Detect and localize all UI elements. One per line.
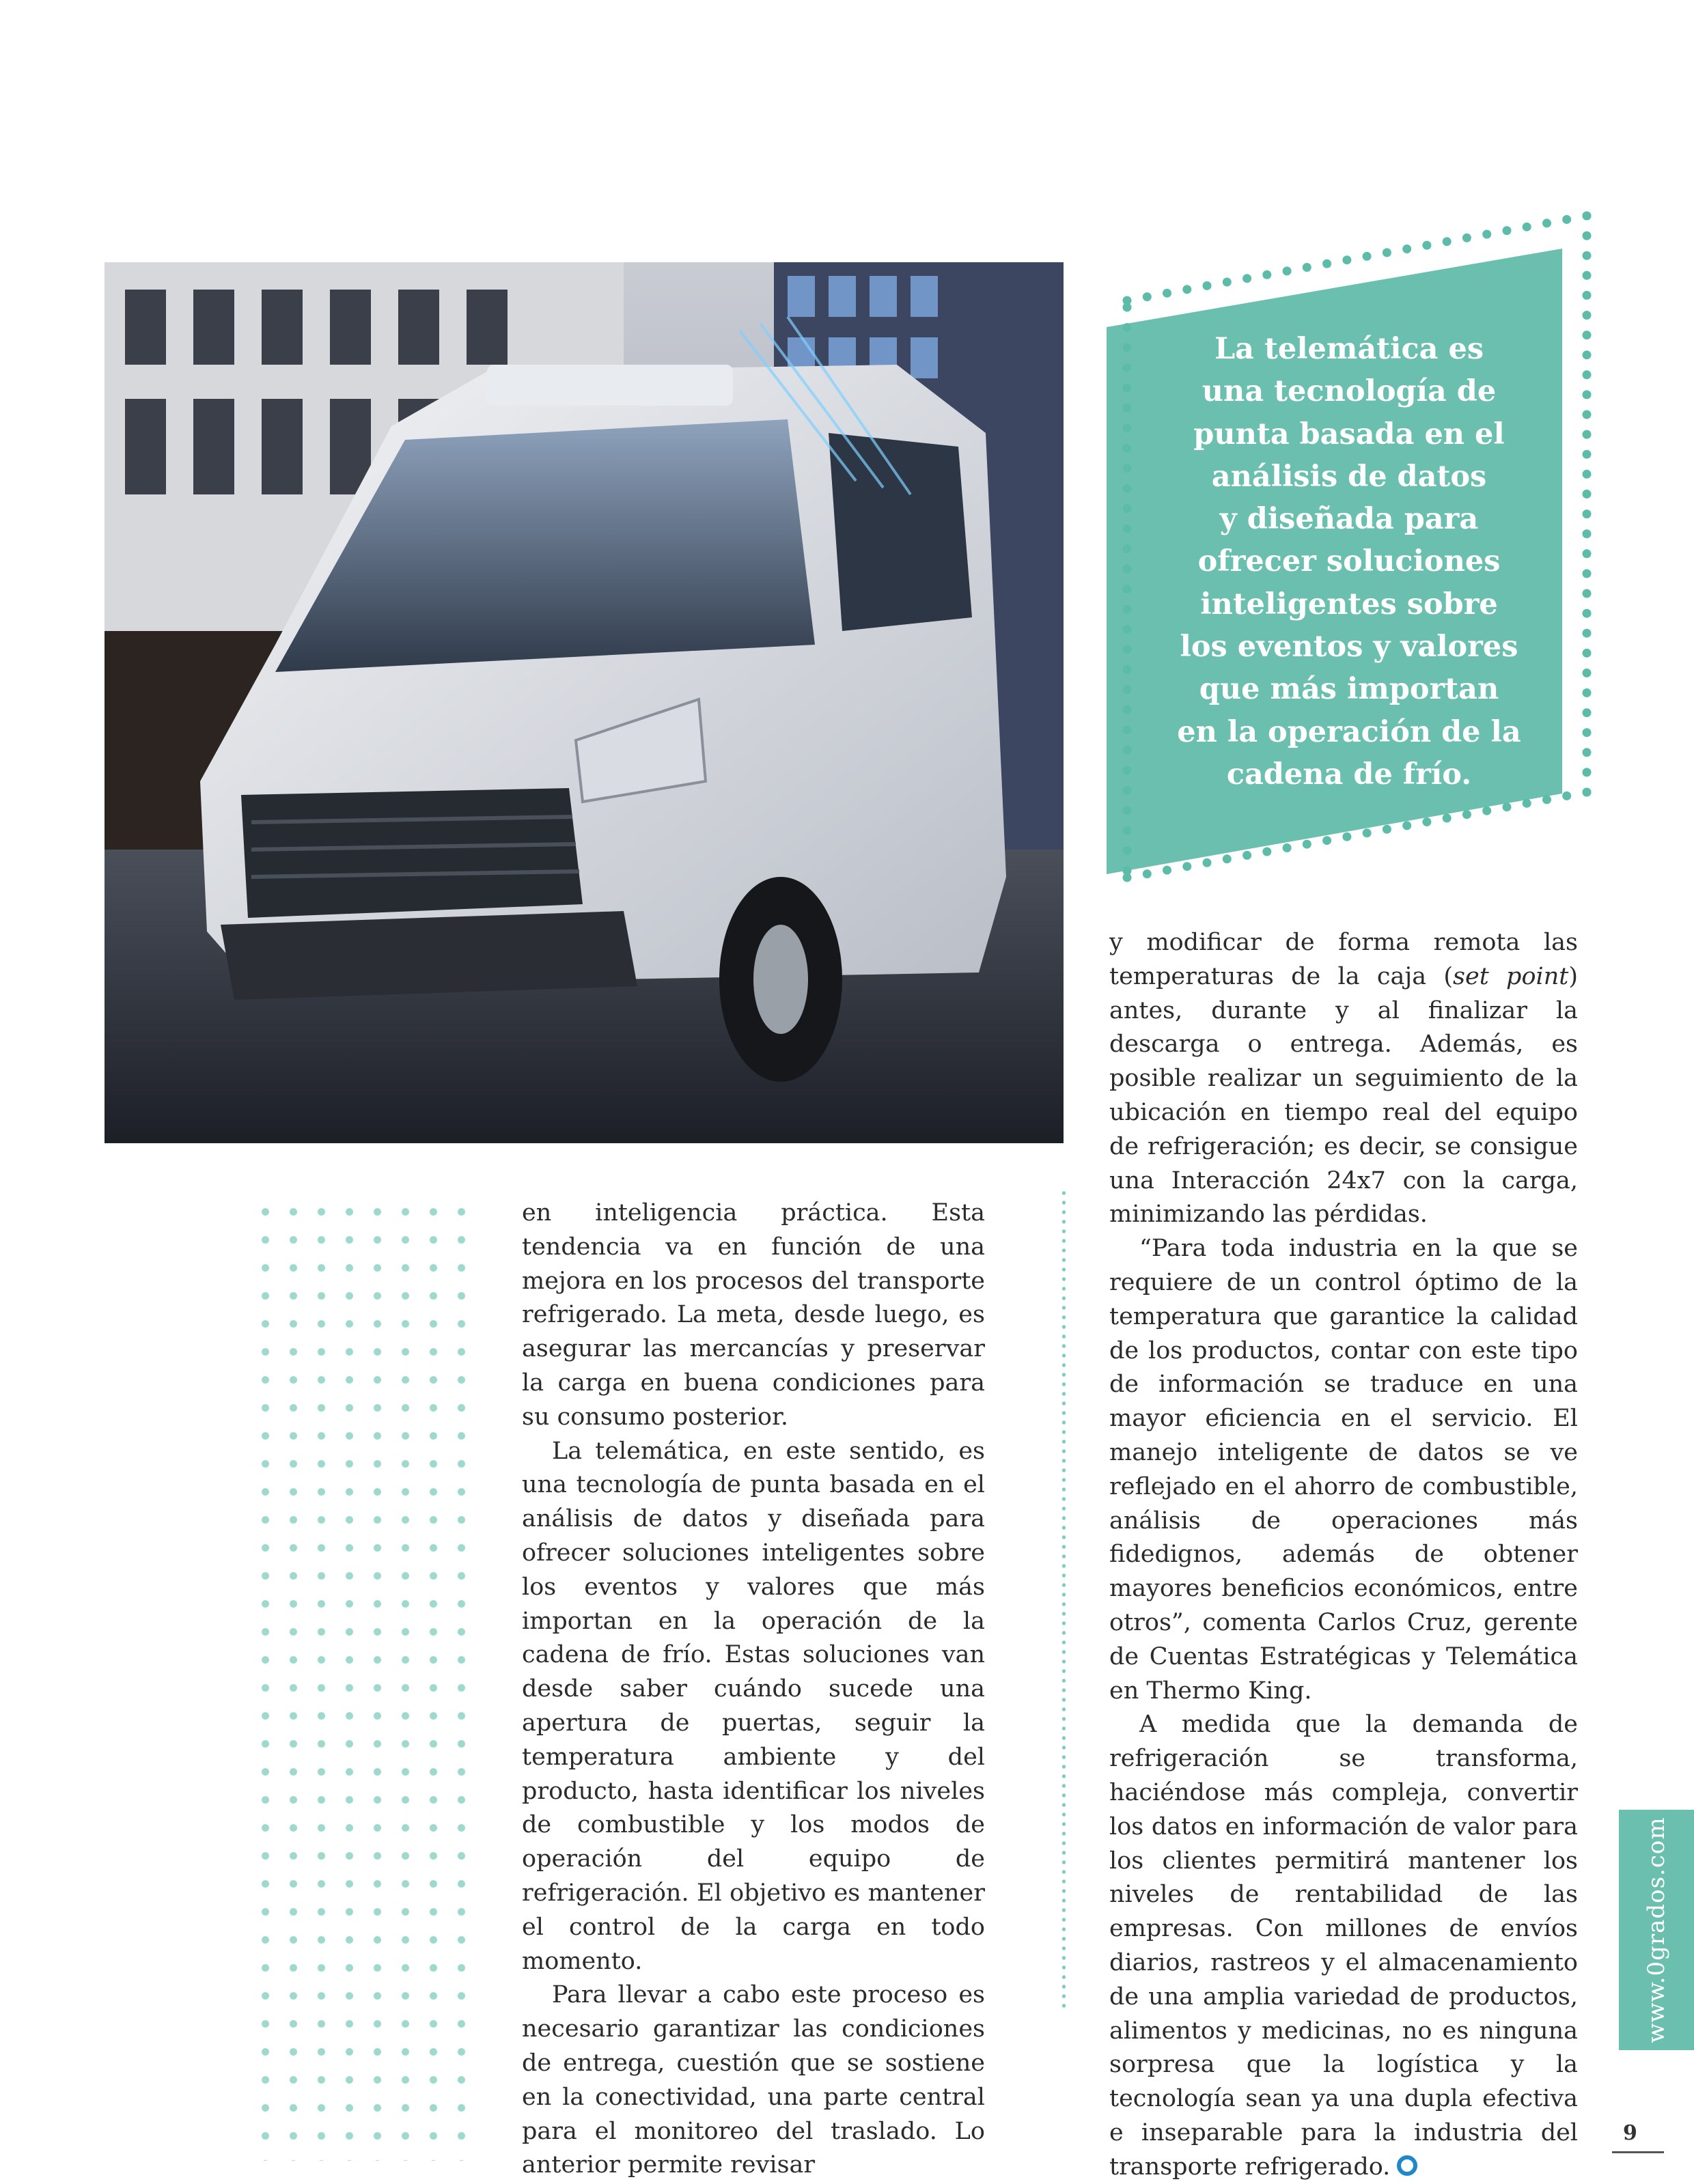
pull-quote-line: en la operación de la (1177, 714, 1521, 749)
frame-dot (1583, 748, 1592, 757)
frame-dot (1322, 836, 1331, 845)
frame-dot (1123, 323, 1132, 332)
frame-dot (1523, 223, 1531, 232)
frame-dot (1182, 862, 1191, 871)
frame-dot (1123, 625, 1132, 634)
frame-dot (1583, 232, 1592, 240)
frame-dot (1303, 840, 1311, 849)
frame-dot (1583, 450, 1592, 459)
website-side-tab (1619, 1810, 1694, 2050)
frame-dot (1283, 843, 1292, 852)
frame-dot (1123, 867, 1132, 876)
frame-dot (1123, 806, 1132, 815)
frame-dot (1583, 509, 1592, 518)
frame-dot (1163, 866, 1171, 875)
frame-dot (1123, 605, 1132, 614)
frame-dot (1462, 234, 1471, 242)
frame-dot (1123, 645, 1132, 654)
pull-quote-line: ofrecer soluciones (1197, 544, 1501, 579)
paragraph (1109, 926, 1578, 1232)
italic-term: set point (1453, 962, 1569, 990)
frame-dot (1123, 544, 1132, 553)
paragraph: en inteligencia práctica. Esta tendencia va en función de una mejora en los procesos del transporte refrigerado. La meta, desde luego, es asegurar las mercancías y preservar la carga en buena condiciones para su consumo posterior. (522, 1199, 985, 1431)
frame-dot (1242, 851, 1251, 860)
body-column-right (1109, 926, 1578, 2184)
frame-dot (1123, 383, 1132, 392)
frame-dot (1123, 464, 1132, 473)
paragraph (1109, 1708, 1578, 2184)
frame-dot (1123, 766, 1132, 774)
frame-dot (1503, 802, 1512, 811)
pull-quote-line: los eventos y valores (1180, 630, 1518, 664)
text-run: y modificar de forma remota las temperaturas de la caja ( (1109, 929, 1578, 990)
frame-dot (1203, 858, 1212, 867)
body-column-left (522, 1196, 985, 2183)
frame-dot (1443, 237, 1452, 246)
frame-dot (1583, 271, 1592, 280)
frame-dot (1262, 270, 1271, 279)
frame-dot (1583, 350, 1592, 359)
frame-dot (1462, 810, 1471, 819)
frame-dot (1402, 821, 1411, 830)
pull-quote-line: punta basada en el (1193, 417, 1505, 451)
frame-dot (1503, 226, 1512, 235)
pull-quote-text (1171, 328, 1527, 796)
pull-quote-line: La telemática es (1214, 332, 1484, 366)
frame-dot (1583, 669, 1592, 677)
frame-dot (1583, 788, 1592, 797)
pull-quote-line: que más importan (1199, 672, 1499, 707)
frame-dot (1123, 524, 1132, 533)
frame-dot (1163, 289, 1171, 298)
frame-dot (1203, 281, 1212, 290)
frame-dot (1383, 825, 1391, 834)
frame-dot (1583, 311, 1592, 320)
frame-dot (1242, 274, 1251, 283)
frame-dot (1542, 795, 1551, 804)
frame-dot (1583, 589, 1592, 598)
frame-dot (1583, 212, 1592, 221)
frame-dot (1583, 291, 1592, 300)
frame-dot (1123, 826, 1132, 835)
frame-dot (1383, 248, 1391, 257)
frame-dot (1482, 807, 1491, 815)
frame-dot (1363, 828, 1372, 837)
frame-dot (1583, 549, 1592, 558)
frame-dot (1123, 585, 1132, 593)
text-run: ) antes, durante y al finalizar la descarga o entrega. Además, es posible realizar un seguimiento de la ubicación en tiempo real del equipo de refrigeración; es decir, se consigue una Interacción 24x7 con la carga, minimizando las pérdidas. (1109, 962, 1578, 1229)
frame-dot (1583, 609, 1592, 618)
end-of-article-icon (1397, 2155, 1417, 2176)
frame-dot (1583, 569, 1592, 578)
column-divider-dotted (1062, 1188, 1066, 2008)
frame-dot (1143, 292, 1152, 301)
frame-dot (1123, 484, 1132, 493)
frame-dot (1562, 215, 1571, 224)
frame-dot (1123, 846, 1132, 855)
frame-dot (1123, 725, 1132, 734)
page-number-rule (1612, 2151, 1664, 2153)
frame-dot (1123, 705, 1132, 714)
frame-dot (1542, 219, 1551, 227)
frame-dot (1123, 343, 1132, 352)
pull-quote-line: análisis de datos (1211, 459, 1487, 494)
frame-dot (1123, 404, 1132, 412)
paragraph: Para llevar a cabo este proceso es necesario garantizar las condiciones de entrega, cuestión que se sostiene en la conectividad, una parte central para el monitoreo del traslado. Lo anterior permite revisar (522, 1981, 985, 2179)
frame-dot (1342, 832, 1351, 841)
van-illustration (105, 262, 1064, 1143)
frame-dot (1583, 390, 1592, 399)
frame-dot (1482, 230, 1491, 239)
frame-dot (1402, 244, 1411, 253)
frame-dot (1123, 685, 1132, 694)
frame-dot (1123, 786, 1132, 795)
dot-pattern-decoration (251, 1198, 477, 2161)
frame-dot (1123, 423, 1132, 432)
frame-dot (1583, 629, 1592, 638)
frame-dot (1583, 410, 1592, 419)
frame-dot (1123, 665, 1132, 674)
pull-quote (1107, 205, 1598, 901)
frame-dot (1583, 331, 1592, 339)
pull-quote-line: y diseñada para (1219, 502, 1479, 537)
frame-dot (1342, 255, 1351, 264)
frame-dot (1182, 285, 1191, 294)
frame-dot (1583, 649, 1592, 658)
frame-dot (1583, 370, 1592, 379)
frame-dot (1583, 768, 1592, 776)
frame-dot (1583, 430, 1592, 439)
pull-quote-line: cadena de frío. (1226, 757, 1472, 792)
paragraph: La telemática, en este sentido, es una tecnología de punta basada en el análisis de datos y diseñada para ofrecer soluciones inteligentes sobre los eventos y valores que más importan en la operación de la cadena de frío. Estas soluciones van desde saber cuándo sucede una apertura de puertas, seguir la temperatura ambiente y del producto, hasta identificar los niveles de combustible y los modos de operación del equipo de refrigeración. El objetivo es mantener el control de la carga en todo momento. (522, 1437, 985, 1975)
frame-dot (1422, 817, 1431, 826)
pull-quote-line: inteligentes sobre (1200, 587, 1498, 621)
frame-dot (1583, 251, 1592, 260)
frame-dot (1583, 470, 1592, 479)
frame-dot (1322, 260, 1331, 268)
pull-quote-line: una tecnología de (1202, 374, 1497, 409)
frame-dot (1583, 490, 1592, 499)
frame-dot (1583, 708, 1592, 717)
frame-dot (1422, 241, 1431, 250)
refrigerated-van-photo (105, 262, 1064, 1143)
frame-dot (1443, 814, 1452, 823)
frame-dot (1583, 728, 1592, 737)
frame-dot (1223, 278, 1232, 287)
frame-dot (1123, 363, 1132, 372)
text-run: A medida que la demanda de refrigeración se transforma, haciéndose más compleja, convertir los datos en información de valor para los clientes permitirá mantener los niveles de rentabilidad de las empresas. Con millones de envíos diarios, rastreos y el almacenamiento de una amplia variedad de productos, alimentos y medicinas, no es ninguna sorpresa que la logística y la tecnología sean ya una dupla efectiva e inseparable para la industria del transporte refrigerado. (1109, 1711, 1578, 2181)
paragraph: “Para toda industria en la que se requiere de un control óptimo de la temperatura que garantice la calidad de los productos, contar con este tipo de información se traduce en una mayor eficiencia en el servicio. El manejo inteligente de datos se ve reflejado en el ahorro de combustible, análisis de operaciones más fidedignos, además de obtener mayores beneficios económicos, entre otros”, comenta Carlos Cruz, gerente de Cuentas Estratégicas y Telemática en Thermo King. (1109, 1235, 1578, 1705)
frame-dot (1283, 266, 1292, 275)
frame-dot (1123, 504, 1132, 513)
frame-dot (1303, 263, 1311, 272)
frame-dot (1123, 444, 1132, 453)
frame-dot (1523, 799, 1531, 808)
frame-dot (1143, 869, 1152, 878)
website-url: www.0grados.com (1643, 1817, 1670, 2043)
frame-dot (1262, 848, 1271, 856)
frame-dot (1583, 688, 1592, 697)
frame-dot (1123, 565, 1132, 574)
frame-dot (1562, 792, 1571, 800)
frame-dot (1363, 252, 1372, 261)
frame-dot (1583, 529, 1592, 538)
frame-dot (1123, 303, 1132, 312)
frame-dot (1123, 746, 1132, 755)
page-number: 9 (1623, 2121, 1637, 2145)
frame-dot (1223, 854, 1232, 863)
